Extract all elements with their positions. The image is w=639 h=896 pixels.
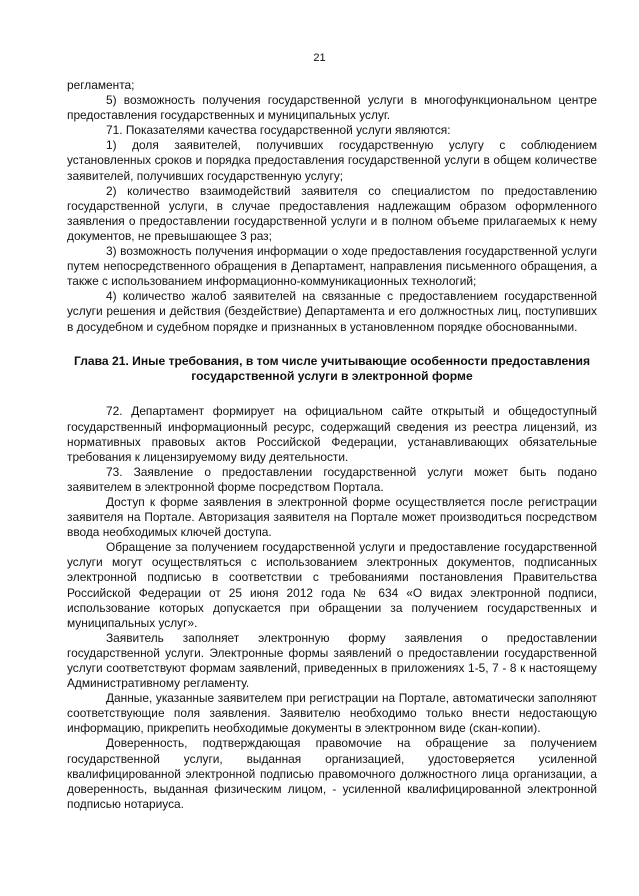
document-body xyxy=(67,78,597,812)
paragraph: 73. Заявление о предоставлении государственной услуги может быть подано заявителем в электронной форме посредством Портала. xyxy=(67,464,597,494)
paragraph: регламента; xyxy=(67,78,135,92)
paragraph: Заявитель заполняет электронную форму заявления о предоставлении государственной услуги. Электронные формы заявлений о предоставлении государственной услуги соответствуют формам заявлений, приведенных в приложениях 1-5, 7 - 8 к настоящему Административному регламенту. xyxy=(67,630,597,691)
section-electronic-form xyxy=(67,404,597,812)
paragraph: Доступ к форме заявления в электронной форме осуществляется после регистрации заявителя на Портале. Авторизация заявителя на Портале может производиться посредством ввода необходимых ключей доступа. xyxy=(67,494,597,540)
chapter-heading: Глава 21. Иные требования, в том числе учитывающие особенности предоставления государственной услуги в электронной форме xyxy=(73,353,591,383)
paragraph: Обращение за получением государственной услуги и предоставление государственной услуги могут осуществляться с использованием электронных документов, подписанных электронной подписью в соответствии с требованиями постановления Правительства Российской Федерации от 25 июня 2012 года № 634 «О видах электронной подписи, использование которых допускается при обращении за получением государственных и муниципальных услуг». xyxy=(67,540,597,630)
paragraph: 1) доля заявителей, получивших государственную услугу с соблюдением установленных сроков и порядка предоставления государственной услуги в общем количестве заявителей, получивших государственную услугу; xyxy=(67,138,597,183)
paragraph: 2) количество взаимодействий заявителя со специалистом по предоставлению государственной услуги, в случае предоставления надлежащим образом оформленного заявления о предоставлении государственной услуги и в полном объеме прилагаемых к нему документов, не превышающее 3 раз; xyxy=(67,183,597,243)
paragraph: 5) возможность получения государственной услуги в многофункциональном центре предоставления государственных и муниципальных услуг. xyxy=(67,93,597,123)
paragraph: 3) возможность получения информации о ходе предоставления государственной услуги путем непосредственного обращения в Департамент, направления письменного обращения, а также с использованием информационно-коммуникационных технологий; xyxy=(67,244,597,289)
paragraph: 71. Показателями качества государственной услуги являются: xyxy=(106,123,451,138)
paragraph: 72. Департамент формирует на официальном сайте открытый и общедоступный государственный информационный ресурс, содержащий сведения из реестра лицензий, из нормативных правовых актов Российской Федерации, устанавливающих обязательные требования к лицензируемому виду деятельности. xyxy=(67,404,597,464)
section-quality-indicators xyxy=(67,78,597,335)
page-number: 21 xyxy=(313,52,326,64)
paragraph: 4) количество жалоб заявителей на связанные с предоставлением государственной услуги решения и действия (бездействие) Департамента и его должностных лиц, поступивших в досудебном и судебном порядке и признанных в установленном порядке обоснованными. xyxy=(67,289,597,334)
paragraph: Доверенность, подтверждающая правомочие на обращение за получением государственной услуги, выданная организацией, удостоверяется усиленной квалифицированной электронной подписью правомочного должностного лица организации, а доверенность, выданная физическим лицом, - усиленной квалифицированной электронной подписью нотариуса. xyxy=(67,736,597,811)
paragraph: Данные, указанные заявителем при регистрации на Портале, автоматически заполняют соответствующие поля заявления. Заявителю необходимо только внести недостающую информацию, прикрепить необходимые документы в электронном виде (скан-копии). xyxy=(67,691,597,736)
